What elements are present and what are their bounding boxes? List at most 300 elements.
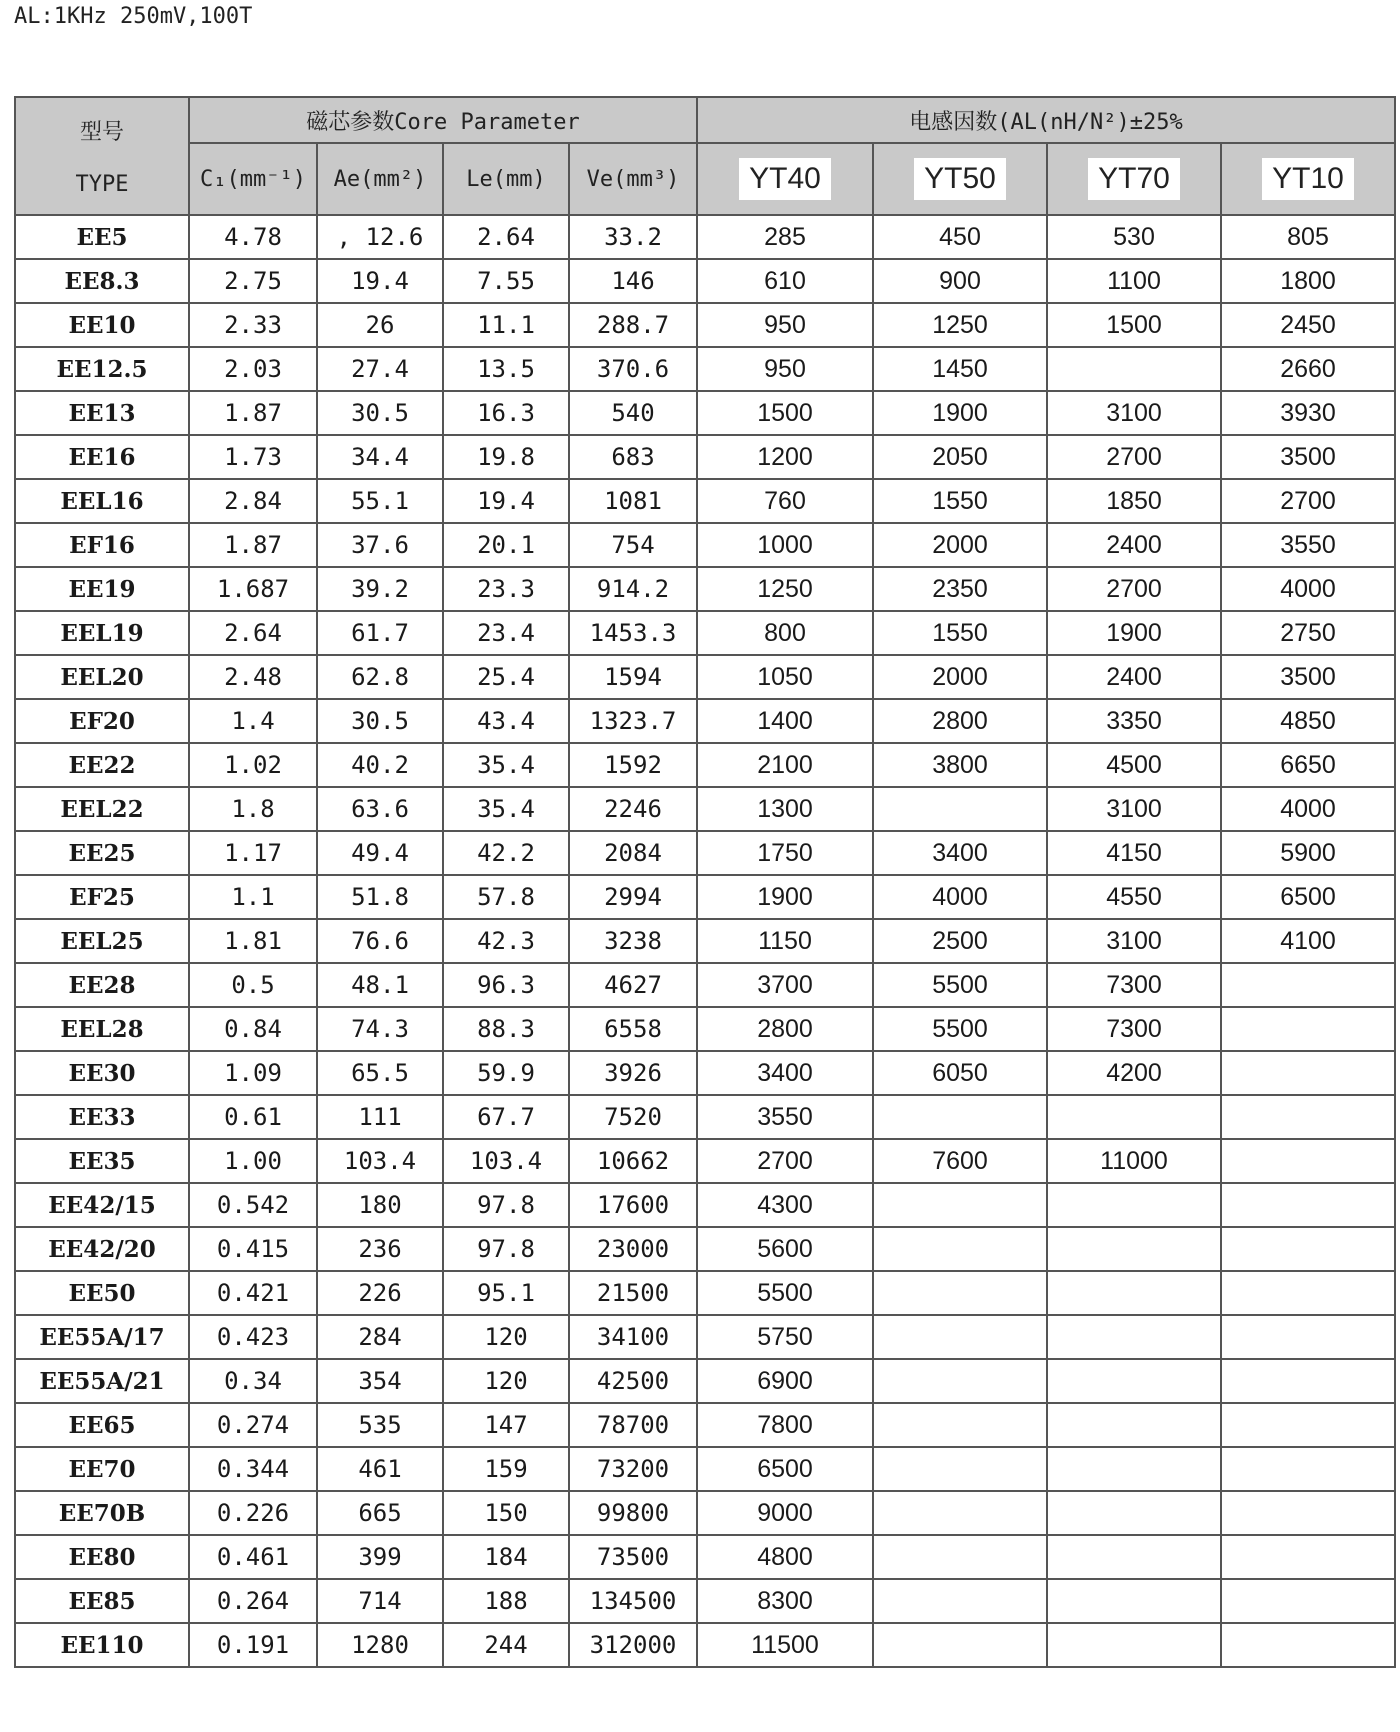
cell-le: 159 — [443, 1447, 569, 1491]
cell-yt10 — [1221, 1403, 1395, 1447]
cell-c1: 1.687 — [189, 567, 317, 611]
cell-yt50 — [873, 1315, 1047, 1359]
cell-ve: 134500 — [569, 1579, 697, 1623]
cell-ve: 3238 — [569, 919, 697, 963]
table-row — [15, 699, 1395, 743]
cell-yt40: 2700 — [697, 1139, 873, 1183]
cell-ve: 23000 — [569, 1227, 697, 1271]
core-parameter-header: 磁芯参数Core Parameter — [189, 97, 697, 143]
cell-le: 244 — [443, 1623, 569, 1667]
test-condition-note: AL:1KHz 250mV,100T — [14, 4, 253, 29]
type-header-en: TYPE — [75, 172, 129, 197]
cell-ae: 354 — [317, 1359, 443, 1403]
cell-ae: 30.5 — [317, 699, 443, 743]
cell-type: EE35 — [15, 1139, 189, 1183]
cell-ae: 61.7 — [317, 611, 443, 655]
table-row — [15, 1623, 1395, 1667]
cell-ae: 30.5 — [317, 391, 443, 435]
table-row — [15, 611, 1395, 655]
table-row — [15, 1359, 1395, 1403]
cell-ve: 73200 — [569, 1447, 697, 1491]
cell-yt70: 1850 — [1047, 479, 1221, 523]
cell-le: 67.7 — [443, 1095, 569, 1139]
cell-yt40: 9000 — [697, 1491, 873, 1535]
table-row — [15, 1491, 1395, 1535]
cell-yt70: 1500 — [1047, 303, 1221, 347]
cell-le: 16.3 — [443, 391, 569, 435]
cell-ae: 461 — [317, 1447, 443, 1491]
cell-yt40: 3700 — [697, 963, 873, 1007]
cell-type: EEL25 — [15, 919, 189, 963]
cell-ae: 37.6 — [317, 523, 443, 567]
cell-yt50 — [873, 1623, 1047, 1667]
cell-ae: 714 — [317, 1579, 443, 1623]
cell-type: EF16 — [15, 523, 189, 567]
cell-le: 103.4 — [443, 1139, 569, 1183]
cell-ae: 284 — [317, 1315, 443, 1359]
cell-ae: 111 — [317, 1095, 443, 1139]
cell-ae: 74.3 — [317, 1007, 443, 1051]
cell-c1: 1.02 — [189, 743, 317, 787]
cell-yt40: 610 — [697, 259, 873, 303]
cell-yt10 — [1221, 1447, 1395, 1491]
cell-c1: 4.78 — [189, 215, 317, 259]
cell-type: EEL28 — [15, 1007, 189, 1051]
cell-yt70: 2400 — [1047, 655, 1221, 699]
cell-yt10: 805 — [1221, 215, 1395, 259]
cell-type: EE110 — [15, 1623, 189, 1667]
cell-type: EE22 — [15, 743, 189, 787]
cell-ve: 33.2 — [569, 215, 697, 259]
table-row — [15, 259, 1395, 303]
cell-ae: 180 — [317, 1183, 443, 1227]
cell-yt10: 1800 — [1221, 259, 1395, 303]
cell-c1: 2.84 — [189, 479, 317, 523]
cell-yt70 — [1047, 1623, 1221, 1667]
table-row — [15, 1007, 1395, 1051]
cell-type: EE55A/17 — [15, 1315, 189, 1359]
cell-le: 42.3 — [443, 919, 569, 963]
table-row — [15, 347, 1395, 391]
cell-yt10 — [1221, 1271, 1395, 1315]
cell-yt50: 4000 — [873, 875, 1047, 919]
cell-type: EEL16 — [15, 479, 189, 523]
cell-yt40: 4800 — [697, 1535, 873, 1579]
cell-ve: 21500 — [569, 1271, 697, 1315]
cell-type: EE5 — [15, 215, 189, 259]
cell-c1: 0.461 — [189, 1535, 317, 1579]
cell-yt50: 3800 — [873, 743, 1047, 787]
cell-yt10 — [1221, 1491, 1395, 1535]
cell-yt10: 3550 — [1221, 523, 1395, 567]
cell-yt40: 5750 — [697, 1315, 873, 1359]
cell-yt50: 2050 — [873, 435, 1047, 479]
cell-c1: 1.1 — [189, 875, 317, 919]
cell-yt50: 6050 — [873, 1051, 1047, 1095]
cell-yt70: 3100 — [1047, 787, 1221, 831]
cell-ve: 288.7 — [569, 303, 697, 347]
cell-yt10: 6500 — [1221, 875, 1395, 919]
cell-yt10 — [1221, 1359, 1395, 1403]
cell-ae: 63.6 — [317, 787, 443, 831]
table-row — [15, 523, 1395, 567]
material-label: YT50 — [914, 158, 1006, 200]
cell-yt10 — [1221, 1579, 1395, 1623]
cell-yt40: 4300 — [697, 1183, 873, 1227]
table-row — [15, 391, 1395, 435]
table-row — [15, 1271, 1395, 1315]
cell-yt70: 4150 — [1047, 831, 1221, 875]
cell-yt50: 5500 — [873, 963, 1047, 1007]
type-header-cn: 型号 — [79, 120, 124, 145]
cell-type: EE25 — [15, 831, 189, 875]
table-row — [15, 1535, 1395, 1579]
cell-yt70: 3350 — [1047, 699, 1221, 743]
cell-type: EEL20 — [15, 655, 189, 699]
cell-type: EE28 — [15, 963, 189, 1007]
cell-le: 43.4 — [443, 699, 569, 743]
cell-c1: 1.73 — [189, 435, 317, 479]
cell-yt50: 7600 — [873, 1139, 1047, 1183]
cell-yt10: 2450 — [1221, 303, 1395, 347]
cell-type: EE8.3 — [15, 259, 189, 303]
cell-type: EE65 — [15, 1403, 189, 1447]
cell-yt50: 2500 — [873, 919, 1047, 963]
cell-yt70 — [1047, 1535, 1221, 1579]
cell-yt40: 2100 — [697, 743, 873, 787]
cell-ve: 4627 — [569, 963, 697, 1007]
cell-ve: 78700 — [569, 1403, 697, 1447]
cell-yt40: 1050 — [697, 655, 873, 699]
cell-ae: 40.2 — [317, 743, 443, 787]
cell-c1: 1.81 — [189, 919, 317, 963]
cell-yt10 — [1221, 1535, 1395, 1579]
cell-yt50: 2000 — [873, 655, 1047, 699]
cell-yt70: 3100 — [1047, 919, 1221, 963]
cell-ae: , 12.6 — [317, 215, 443, 259]
cell-type: EE19 — [15, 567, 189, 611]
cell-yt50 — [873, 1403, 1047, 1447]
cell-yt40: 760 — [697, 479, 873, 523]
cell-yt50 — [873, 787, 1047, 831]
material-label: YT10 — [1262, 158, 1354, 200]
cell-ae: 665 — [317, 1491, 443, 1535]
material-header-yt10 — [1221, 143, 1395, 215]
cell-c1: 0.5 — [189, 963, 317, 1007]
material-header-yt70 — [1047, 143, 1221, 215]
cell-ve: 2084 — [569, 831, 697, 875]
cell-yt40: 2800 — [697, 1007, 873, 1051]
cell-le: 35.4 — [443, 743, 569, 787]
cell-yt10: 2660 — [1221, 347, 1395, 391]
table-row — [15, 303, 1395, 347]
cell-yt40: 6500 — [697, 1447, 873, 1491]
cell-le: 23.3 — [443, 567, 569, 611]
cell-le: 188 — [443, 1579, 569, 1623]
cell-c1: 2.48 — [189, 655, 317, 699]
cell-yt40: 6900 — [697, 1359, 873, 1403]
table-row — [15, 1227, 1395, 1271]
cell-yt10 — [1221, 1315, 1395, 1359]
cell-yt40: 3550 — [697, 1095, 873, 1139]
cell-ae: 49.4 — [317, 831, 443, 875]
param-header-ve: Ve(mm³) — [569, 143, 697, 215]
cell-yt40: 1300 — [697, 787, 873, 831]
cell-yt50: 5500 — [873, 1007, 1047, 1051]
cell-yt70 — [1047, 1359, 1221, 1403]
table-row — [15, 875, 1395, 919]
cell-ae: 226 — [317, 1271, 443, 1315]
param-header-c1: C₁(mm⁻¹) — [189, 143, 317, 215]
cell-c1: 1.00 — [189, 1139, 317, 1183]
cell-yt50: 2000 — [873, 523, 1047, 567]
table-row — [15, 1579, 1395, 1623]
cell-type: EE42/15 — [15, 1183, 189, 1227]
cell-yt10 — [1221, 1139, 1395, 1183]
cell-ae: 39.2 — [317, 567, 443, 611]
table-row — [15, 1051, 1395, 1095]
cell-ve: 17600 — [569, 1183, 697, 1227]
cell-c1: 0.423 — [189, 1315, 317, 1359]
cell-yt70 — [1047, 1579, 1221, 1623]
cell-c1: 2.03 — [189, 347, 317, 391]
cell-c1: 2.75 — [189, 259, 317, 303]
cell-yt50: 2350 — [873, 567, 1047, 611]
cell-ve: 146 — [569, 259, 697, 303]
cell-ae: 1280 — [317, 1623, 443, 1667]
cell-c1: 1.17 — [189, 831, 317, 875]
cell-ve: 10662 — [569, 1139, 697, 1183]
cell-ae: 535 — [317, 1403, 443, 1447]
cell-ae: 19.4 — [317, 259, 443, 303]
cell-type: EE70B — [15, 1491, 189, 1535]
cell-ve: 42500 — [569, 1359, 697, 1403]
cell-le: 42.2 — [443, 831, 569, 875]
cell-yt70: 2700 — [1047, 435, 1221, 479]
cell-c1: 0.34 — [189, 1359, 317, 1403]
cell-type: EE33 — [15, 1095, 189, 1139]
cell-yt50: 1900 — [873, 391, 1047, 435]
cell-le: 2.64 — [443, 215, 569, 259]
cell-yt40: 1250 — [697, 567, 873, 611]
cell-yt40: 1400 — [697, 699, 873, 743]
cell-yt10 — [1221, 1007, 1395, 1051]
cell-yt40: 1200 — [697, 435, 873, 479]
cell-le: 96.3 — [443, 963, 569, 1007]
cell-le: 95.1 — [443, 1271, 569, 1315]
cell-ae: 236 — [317, 1227, 443, 1271]
cell-le: 120 — [443, 1359, 569, 1403]
table-row — [15, 831, 1395, 875]
cell-ve: 370.6 — [569, 347, 697, 391]
cell-yt70 — [1047, 1403, 1221, 1447]
table-row — [15, 1447, 1395, 1491]
cell-yt40: 950 — [697, 303, 873, 347]
cell-ae: 34.4 — [317, 435, 443, 479]
cell-yt50 — [873, 1535, 1047, 1579]
cell-yt40: 1000 — [697, 523, 873, 567]
cell-le: 97.8 — [443, 1227, 569, 1271]
cell-yt40: 1750 — [697, 831, 873, 875]
cell-yt10: 5900 — [1221, 831, 1395, 875]
cell-le: 120 — [443, 1315, 569, 1359]
cell-ae: 26 — [317, 303, 443, 347]
cell-ae: 76.6 — [317, 919, 443, 963]
cell-yt50: 1250 — [873, 303, 1047, 347]
cell-yt70 — [1047, 1315, 1221, 1359]
cell-yt10: 2750 — [1221, 611, 1395, 655]
cell-yt70: 3100 — [1047, 391, 1221, 435]
cell-c1: 0.191 — [189, 1623, 317, 1667]
cell-le: 19.4 — [443, 479, 569, 523]
table-row — [15, 919, 1395, 963]
cell-le: 184 — [443, 1535, 569, 1579]
cell-yt40: 8300 — [697, 1579, 873, 1623]
cell-yt70 — [1047, 1227, 1221, 1271]
cell-le: 25.4 — [443, 655, 569, 699]
cell-yt50 — [873, 1447, 1047, 1491]
cell-yt50 — [873, 1227, 1047, 1271]
cell-yt40: 1500 — [697, 391, 873, 435]
table-row — [15, 1315, 1395, 1359]
cell-ve: 1081 — [569, 479, 697, 523]
cell-c1: 0.61 — [189, 1095, 317, 1139]
cell-yt70 — [1047, 1491, 1221, 1535]
cell-yt70: 7300 — [1047, 963, 1221, 1007]
cell-yt50: 1450 — [873, 347, 1047, 391]
cell-yt70: 530 — [1047, 215, 1221, 259]
cell-type: EE70 — [15, 1447, 189, 1491]
cell-ve: 754 — [569, 523, 697, 567]
cell-ae: 103.4 — [317, 1139, 443, 1183]
cell-yt10: 4000 — [1221, 787, 1395, 831]
cell-le: 88.3 — [443, 1007, 569, 1051]
inductance-factor-header: 电感因数(AL(nH/N²)±25% — [697, 97, 1395, 143]
cell-yt50: 450 — [873, 215, 1047, 259]
cell-yt10 — [1221, 1095, 1395, 1139]
cell-le: 147 — [443, 1403, 569, 1447]
cell-le: 11.1 — [443, 303, 569, 347]
table-row — [15, 435, 1395, 479]
cell-ve: 3926 — [569, 1051, 697, 1095]
cell-le: 19.8 — [443, 435, 569, 479]
cell-yt10 — [1221, 963, 1395, 1007]
cell-le: 13.5 — [443, 347, 569, 391]
cell-type: EF25 — [15, 875, 189, 919]
param-header-le: Le(mm) — [443, 143, 569, 215]
table-row — [15, 1183, 1395, 1227]
cell-ve: 312000 — [569, 1623, 697, 1667]
cell-yt70: 4550 — [1047, 875, 1221, 919]
cell-yt10: 4000 — [1221, 567, 1395, 611]
cell-ae: 399 — [317, 1535, 443, 1579]
cell-c1: 0.415 — [189, 1227, 317, 1271]
material-header-yt40 — [697, 143, 873, 215]
cell-type: EE50 — [15, 1271, 189, 1315]
cell-ve: 1594 — [569, 655, 697, 699]
cell-type: EE42/20 — [15, 1227, 189, 1271]
cell-yt70 — [1047, 347, 1221, 391]
cell-ve: 914.2 — [569, 567, 697, 611]
cell-yt40: 285 — [697, 215, 873, 259]
cell-yt10: 3930 — [1221, 391, 1395, 435]
cell-yt70 — [1047, 1271, 1221, 1315]
cell-yt70: 7300 — [1047, 1007, 1221, 1051]
cell-c1: 2.33 — [189, 303, 317, 347]
cell-yt50: 900 — [873, 259, 1047, 303]
cell-type: EE12.5 — [15, 347, 189, 391]
cell-yt40: 5600 — [697, 1227, 873, 1271]
cell-yt70: 2400 — [1047, 523, 1221, 567]
cell-le: 57.8 — [443, 875, 569, 919]
cell-c1: 1.4 — [189, 699, 317, 743]
table-row — [15, 567, 1395, 611]
cell-ve: 1592 — [569, 743, 697, 787]
cell-ae: 55.1 — [317, 479, 443, 523]
cell-ae: 51.8 — [317, 875, 443, 919]
cell-c1: 1.8 — [189, 787, 317, 831]
cell-yt40: 1900 — [697, 875, 873, 919]
cell-ae: 62.8 — [317, 655, 443, 699]
cell-ve: 2246 — [569, 787, 697, 831]
material-label: YT70 — [1088, 158, 1180, 200]
cell-le: 35.4 — [443, 787, 569, 831]
cell-c1: 0.226 — [189, 1491, 317, 1535]
cell-c1: 1.87 — [189, 523, 317, 567]
cell-yt40: 800 — [697, 611, 873, 655]
cell-yt50 — [873, 1491, 1047, 1535]
cell-ve: 540 — [569, 391, 697, 435]
cell-yt70 — [1047, 1447, 1221, 1491]
cell-yt10 — [1221, 1227, 1395, 1271]
param-header-ae: Ae(mm²) — [317, 143, 443, 215]
table-row — [15, 215, 1395, 259]
table-row — [15, 1095, 1395, 1139]
type-header — [15, 97, 189, 215]
cell-ae: 27.4 — [317, 347, 443, 391]
cell-yt70: 1100 — [1047, 259, 1221, 303]
table-row — [15, 743, 1395, 787]
cell-ve: 2994 — [569, 875, 697, 919]
cell-ae: 65.5 — [317, 1051, 443, 1095]
table-row — [15, 479, 1395, 523]
cell-yt70: 11000 — [1047, 1139, 1221, 1183]
material-label: YT40 — [739, 158, 831, 200]
cell-yt70: 1900 — [1047, 611, 1221, 655]
table-body — [15, 215, 1395, 1667]
cell-yt10 — [1221, 1051, 1395, 1095]
cell-ve: 99800 — [569, 1491, 697, 1535]
table-row — [15, 1139, 1395, 1183]
cell-yt40: 1150 — [697, 919, 873, 963]
cell-c1: 0.264 — [189, 1579, 317, 1623]
table-row — [15, 655, 1395, 699]
cell-yt10: 3500 — [1221, 655, 1395, 699]
cell-yt10: 6650 — [1221, 743, 1395, 787]
cell-ve: 1453.3 — [569, 611, 697, 655]
cell-yt70 — [1047, 1095, 1221, 1139]
cell-yt10 — [1221, 1183, 1395, 1227]
cell-yt40: 11500 — [697, 1623, 873, 1667]
cell-yt10: 4100 — [1221, 919, 1395, 963]
cell-yt50 — [873, 1271, 1047, 1315]
cell-yt70: 4200 — [1047, 1051, 1221, 1095]
cell-yt40: 7800 — [697, 1403, 873, 1447]
cell-ve: 1323.7 — [569, 699, 697, 743]
cell-c1: 1.09 — [189, 1051, 317, 1095]
table-row — [15, 1403, 1395, 1447]
cell-ve: 7520 — [569, 1095, 697, 1139]
